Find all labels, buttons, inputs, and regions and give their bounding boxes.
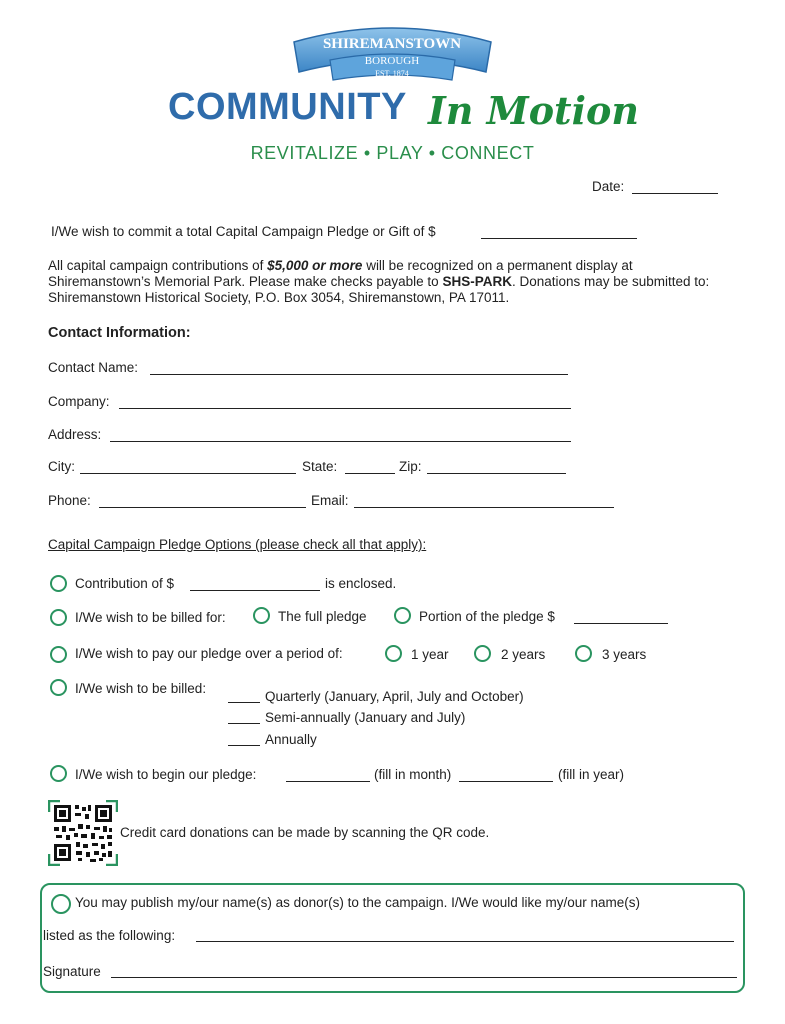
city-label: City:	[48, 459, 75, 474]
qr-text: Credit card donations can be made by scanning the QR code.	[120, 825, 490, 840]
date-field[interactable]	[632, 193, 718, 194]
info-amount: $5,000 or more	[267, 258, 363, 273]
begin-month-field[interactable]	[286, 781, 370, 782]
fill-year-label: (fill in year)	[558, 767, 625, 782]
pledge-amount-field[interactable]	[481, 238, 637, 239]
portion-pledge-checkbox[interactable]	[394, 607, 411, 624]
portion-pledge-label: Portion of the pledge $	[419, 609, 555, 624]
publish-checkbox[interactable]	[51, 894, 71, 914]
email-field[interactable]	[354, 507, 614, 508]
info-text-1: All capital campaign contributions of	[48, 258, 268, 273]
zip-label: Zip:	[399, 459, 422, 474]
quarterly-field[interactable]	[228, 702, 260, 703]
logo-line-3: EST. 1874	[375, 69, 409, 78]
logo-line-1: SHIREMANSTOWN	[322, 36, 462, 52]
semiannual-label: Semi-annually (January and July)	[265, 710, 466, 725]
begin-year-field[interactable]	[459, 781, 553, 782]
portion-amount-field[interactable]	[574, 623, 668, 624]
two-years-checkbox[interactable]	[474, 645, 491, 662]
options-heading: Capital Campaign Pledge Options (please check all that apply):	[48, 537, 427, 552]
two-years-label: 2 years	[501, 647, 546, 662]
tagline: REVITALIZE • PLAY • CONNECT	[250, 143, 535, 163]
info-payee: SHS-PARK	[442, 274, 512, 289]
logo-line-2: BOROUGH	[364, 55, 420, 67]
publish-text: You may publish my/our name(s) as donor(s) to the campaign. I/We would like my/our name(s)	[75, 895, 640, 910]
annually-field[interactable]	[228, 745, 260, 746]
contribution-checkbox[interactable]	[50, 575, 67, 592]
shiremanstown-borough-logo	[290, 20, 495, 84]
qr-code-icon[interactable]	[48, 800, 118, 866]
phone-label: Phone:	[48, 493, 91, 508]
billed-label: I/We wish to be billed:	[75, 681, 207, 696]
full-pledge-label: The full pledge	[278, 609, 367, 624]
semiannual-field[interactable]	[228, 723, 260, 724]
begin-checkbox[interactable]	[50, 765, 67, 782]
title-in-motion: In Motion	[428, 88, 640, 133]
one-year-label: 1 year	[411, 647, 449, 662]
contribution-prefix: Contribution of $	[75, 576, 175, 591]
one-year-checkbox[interactable]	[385, 645, 402, 662]
city-field[interactable]	[80, 473, 296, 474]
signature-label: Signature	[43, 964, 101, 979]
phone-field[interactable]	[99, 507, 306, 508]
email-label: Email:	[311, 493, 349, 508]
contact-heading: Contact Information:	[48, 325, 191, 341]
contribution-amount-field[interactable]	[190, 590, 320, 591]
address-label: Address:	[48, 427, 102, 442]
three-years-checkbox[interactable]	[575, 645, 592, 662]
info-paragraph	[48, 258, 728, 306]
pay-over-checkbox[interactable]	[50, 646, 67, 663]
listed-name-field[interactable]	[196, 941, 734, 942]
pledge-statement: I/We wish to commit a total Capital Campaign Pledge or Gift of $	[51, 224, 436, 239]
billed-for-label: I/We wish to be billed for:	[75, 610, 226, 625]
date-label: Date:	[592, 179, 625, 194]
begin-label: I/We wish to begin our pledge:	[75, 767, 257, 782]
billed-for-checkbox[interactable]	[50, 609, 67, 626]
contact-name-label: Contact Name:	[48, 360, 139, 375]
state-label: State:	[302, 459, 338, 474]
company-field[interactable]	[119, 408, 571, 409]
pay-over-label: I/We wish to pay our pledge over a period of:	[75, 646, 343, 661]
quarterly-label: Quarterly (January, April, July and October)	[265, 689, 524, 704]
contribution-suffix: is enclosed.	[325, 576, 397, 591]
signature-field[interactable]	[111, 977, 737, 978]
full-pledge-checkbox[interactable]	[253, 607, 270, 624]
company-label: Company:	[48, 394, 110, 409]
fill-month-label: (fill in month)	[374, 767, 452, 782]
title-community: COMMUNITY	[168, 86, 407, 128]
contact-name-field[interactable]	[150, 374, 568, 375]
three-years-label: 3 years	[602, 647, 647, 662]
address-field[interactable]	[110, 441, 571, 442]
billed-checkbox[interactable]	[50, 679, 67, 696]
info-text-2: will be recognized on a permanent display at Shiremanstown’s Memorial Park. Please make checks payable to	[48, 258, 633, 289]
state-field[interactable]	[345, 473, 395, 474]
zip-field[interactable]	[427, 473, 566, 474]
listed-as-label: listed as the following:	[43, 928, 176, 943]
info-text-3: . Donations may be submitted to: Shiremanstown Historical Society, P.O. Box 3054, Shiremanstown, PA 17011.	[48, 274, 710, 305]
annually-label: Annually	[265, 732, 317, 747]
